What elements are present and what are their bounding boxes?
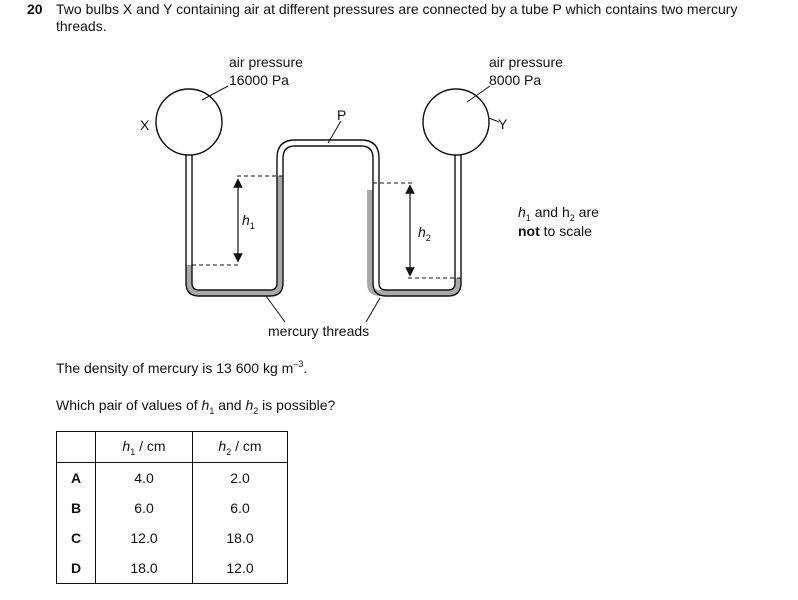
question-text: Two bulbs X and Y containing air at different pressures are connected by a tube P which contains two mercury threads.	[56, 1, 738, 34]
option-letter: B	[57, 493, 96, 523]
mercury-threads-label: mercury threads	[268, 323, 370, 339]
y-pressure-value: 8000 Pa	[489, 72, 542, 88]
question-number: 20	[27, 1, 43, 17]
option-h2: 12.0	[226, 560, 254, 576]
option-h1: 12.0	[96, 523, 193, 553]
y-pressure-label: air pressure	[489, 54, 563, 70]
mercury-leader-right	[366, 298, 380, 322]
mercury-leader-left	[266, 296, 285, 322]
mercury-thread-right	[367, 190, 461, 296]
option-h2: 2.0	[230, 470, 250, 486]
header-blank	[57, 432, 96, 463]
option-h1: 6.0	[96, 493, 193, 523]
option-row-d[interactable]	[57, 553, 288, 584]
bulb-x	[156, 89, 222, 155]
h2-label: $h_2$	[418, 224, 431, 243]
option-row-c[interactable]	[57, 523, 288, 553]
option-letter: A	[57, 463, 96, 494]
question-prompt: Which pair of values of $h_1$ and $h_2$ is possible?	[56, 397, 336, 416]
x-pressure-value: 16000 Pa	[229, 72, 289, 88]
mercury-thread-left	[186, 176, 283, 296]
option-row-b[interactable]	[57, 493, 288, 523]
option-h2: 6.0	[230, 500, 250, 516]
option-h2: 18.0	[226, 530, 254, 546]
header-h2: $h_2$ / cm	[193, 432, 288, 463]
density-statement: The density of mercury is 13 600 kg $m^{-3}$.	[56, 359, 308, 376]
scale-note-line2: not to scale	[518, 223, 592, 239]
header-h1: $h_1$ / cm	[96, 432, 193, 463]
h1-label: $h_1$	[242, 212, 255, 231]
bulb-y	[423, 89, 489, 155]
tube-p	[186, 140, 461, 296]
option-letter: D	[57, 553, 96, 584]
scale-note-line1: $h_1$ and $h_2$ are	[518, 204, 599, 223]
option-letter: C	[57, 523, 96, 553]
bulb-y-label: Y	[498, 116, 508, 132]
option-h1: 18.0	[96, 553, 193, 584]
y-pressure-leader	[467, 86, 490, 102]
tube-p-label: P	[337, 107, 347, 123]
option-row-a[interactable]	[57, 463, 288, 494]
answer-table	[56, 431, 288, 584]
option-h1: 4.0	[96, 463, 193, 494]
x-pressure-label: air pressure	[229, 54, 303, 70]
bulb-x-label: X	[140, 117, 150, 133]
